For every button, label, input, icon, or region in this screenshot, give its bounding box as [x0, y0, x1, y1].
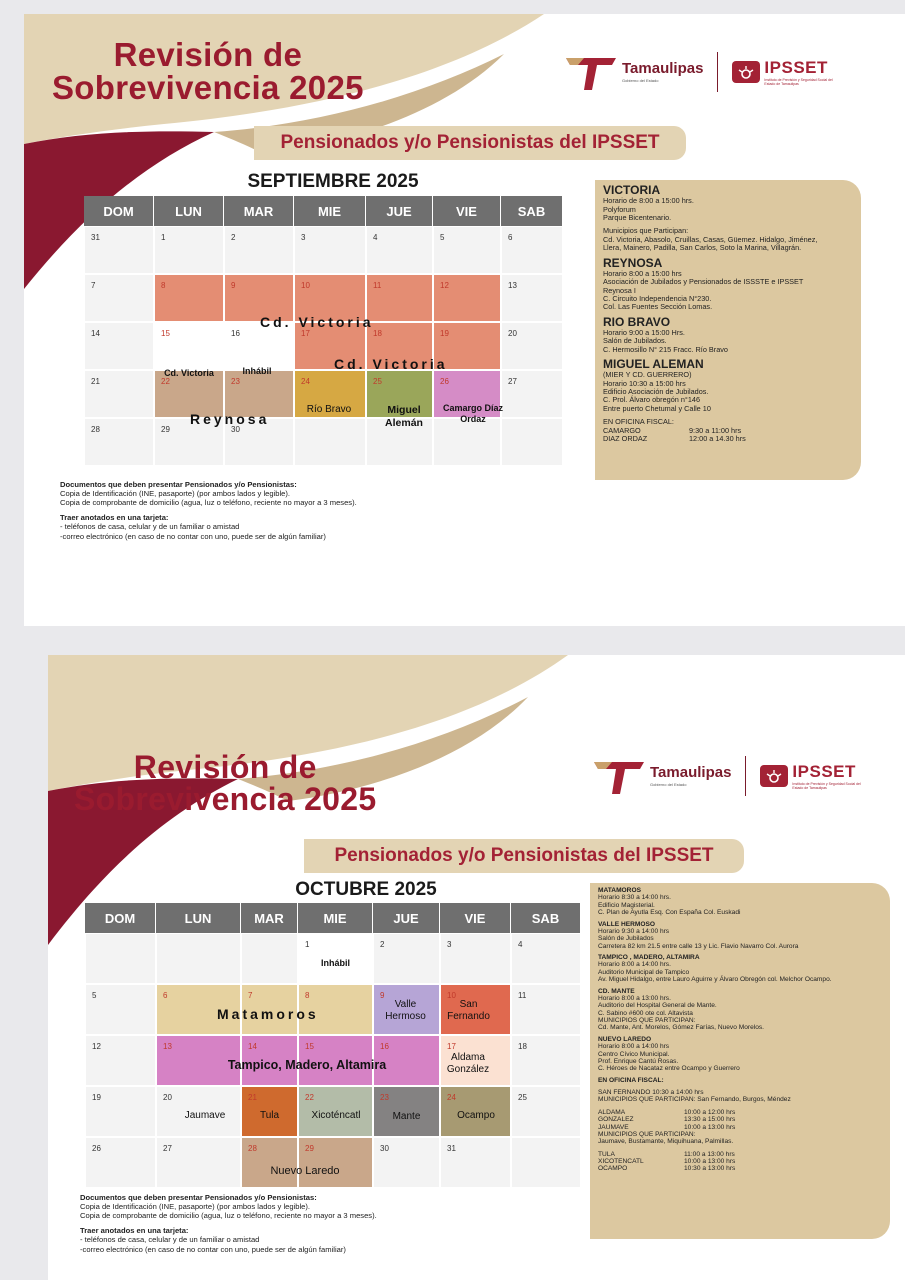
day-header: MAR [224, 196, 294, 226]
event-rio-bravo: Río Bravo [306, 404, 352, 415]
locations-info: VICTORIA Horario de 8:00 a 15:00 hrs. Polyforum Parque Bicentenario. Municipios que Participan: Cd. Victoria, Abasolo, Cruillas, Casas, Güemez. Hidalgo, Jiménez, Llera, Mainero, Padilla, San Carlos, Soto la Marina, Villagrán. REYNOSA Horario 8:00 a 15:00 hrs Asociación de Jubilados y Pensionados de ISSSTE e IPSSET Reynosa I C. Circuito Independencia N°230. Col. Las Fuentes Sección Lomas. RIO BRAVO Horario 9:00 a 15:00 Hrs. Salón de Jubilados. C. Hermosillo N° 215 Fracc. Río Bravo MIGUEL ALEMAN (MIER Y CD. GUERRERO) Horario 10:30 a 15:00 hrs Edificio Asociación de Jubilados. C. Prol. Álvaro obregón n°146 Entre puerto Chetumal y Calle 10 EN OFICINA FISCAL: CAMARGO 9:30 a 11:00 hrs DIAZ ORDAZ 12:00 a 14.30 hrs [595, 180, 861, 480]
calendar-day-cell [85, 933, 156, 984]
event-miguel-aleman: Miguel Alemán [385, 404, 423, 429]
weekday-header [84, 196, 563, 226]
requirements: Documentos que deben presentar Pensionados y/o Pensionistas: Copia de Identificación (INE, pasaporte) (por ambos lados y legible). Copia de comprobante de domicilio (agua, luz o teléfono, reciente no mayor a 3 meses). Traer anotados en una tarjeta: - teléfonos de casa, celular y de un familiar o amistad -correo electrónico (en caso de no contar con uno, puede ser de algún familiar) [60, 480, 357, 541]
calendar-day-cell [366, 274, 433, 322]
event-san-fernando: San Fernando [447, 999, 490, 1022]
weekday-header [85, 903, 581, 933]
day-number: 11 [518, 991, 527, 1000]
calendar-day-cell [85, 1137, 156, 1188]
day-number: 1 [305, 940, 310, 949]
event-camargo-diaz-ordaz: Camargo Díaz Ordaz [442, 403, 504, 424]
calendar-day-cell [241, 933, 298, 984]
day-number: 2 [380, 940, 385, 949]
event-tula: Tula [259, 1110, 280, 1121]
event-inhabil: Inhábil [242, 366, 272, 376]
calendar-day-cell [85, 984, 156, 1035]
day-number: 3 [447, 940, 452, 949]
day-number: 30 [231, 425, 240, 434]
day-number: 1 [161, 233, 166, 242]
calendar-day-cell [298, 1137, 373, 1188]
day-number: 15 [305, 1042, 314, 1051]
calendar-day-cell [511, 933, 581, 984]
tamaulipas-t-icon [564, 52, 618, 92]
day-number: 29 [161, 425, 170, 434]
event-reynosa: Reynosa [190, 411, 270, 427]
page-title: Revisión de Sobrevivencia 2025 [74, 749, 377, 817]
september-page [24, 14, 905, 626]
day-number: 2 [231, 233, 236, 242]
calendar-day-cell [511, 1137, 581, 1188]
calendar-day-cell [154, 274, 224, 322]
day-number: 21 [91, 377, 100, 386]
event-tampico-madero-altamira: Tampico, Madero, Altamira [227, 1058, 387, 1072]
event-xicotencatl: Xicoténcatl [311, 1110, 361, 1121]
day-number: 6 [163, 991, 168, 1000]
calendar-day-cell [433, 418, 501, 466]
day-number: 22 [161, 377, 170, 386]
day-number: 28 [91, 425, 100, 434]
day-number: 25 [373, 377, 382, 386]
october-calendar [85, 903, 581, 1189]
subtitle-bar: Pensionados y/o Pensionistas del IPSSET [304, 839, 744, 873]
calendar-day-cell [373, 933, 440, 984]
day-number: 12 [92, 1042, 101, 1051]
calendar-day-cell [501, 418, 563, 466]
day-header: MAR [241, 903, 298, 933]
day-header: DOM [84, 196, 154, 226]
day-number: 31 [447, 1144, 456, 1153]
day-number: 7 [91, 281, 96, 290]
day-number: 17 [447, 1042, 456, 1051]
event-nuevo-laredo: Nuevo Laredo [270, 1165, 340, 1177]
day-header: JUE [373, 903, 440, 933]
calendar-day-cell [84, 418, 154, 466]
calendar-day-cell [440, 933, 511, 984]
calendar-day-cell [156, 933, 241, 984]
day-header: VIE [433, 196, 501, 226]
calendar-day-cell [501, 370, 563, 418]
calendar-day-cell [511, 1086, 581, 1137]
calendar-day-cell [373, 1137, 440, 1188]
ipsset-logo: IPSSET Instituto de Previsión y Seguridad Social del Estado de Tamaulipas [760, 763, 862, 790]
day-number: 5 [92, 991, 97, 1000]
day-number: 13 [508, 281, 517, 290]
calendar-day-cell [501, 322, 563, 370]
calendar-day-cell [294, 418, 366, 466]
day-number: 16 [231, 329, 240, 338]
day-number: 6 [508, 233, 513, 242]
day-number: 24 [447, 1093, 456, 1102]
requirements: Documentos que deben presentar Pensionados y/o Pensionistas: Copia de Identificación (INE, pasaporte) (por ambos lados y legible). Copia de comprobante de domicilio (agua, luz o teléfono, reciente no mayor a 3 meses). Traer anotados en una tarjeta: - teléfonos de casa, celular y de un familiar o amistad -correo electrónico (en caso de no contar con uno, puede ser de algún familiar) [80, 1193, 377, 1254]
month-title: SEPTIEMBRE 2025 [247, 171, 419, 192]
logo-divider [745, 756, 746, 796]
day-header: LUN [154, 196, 224, 226]
day-number: 22 [305, 1093, 314, 1102]
day-number: 18 [518, 1042, 527, 1051]
day-number: 11 [373, 281, 382, 290]
day-number: 24 [301, 377, 310, 386]
day-number: 14 [91, 329, 100, 338]
calendar-day-cell [511, 1035, 581, 1086]
tamaulipas-logo: Tamaulipas Gobierno del Estado [564, 52, 703, 92]
event-cd-victoria: Cd. Victoria [164, 368, 214, 378]
calendar-day-cell [366, 226, 433, 274]
calendar-day-cell [433, 226, 501, 274]
calendar-day-cell [84, 274, 154, 322]
day-number: 4 [373, 233, 378, 242]
event-matamoros: Matamoros [217, 1006, 319, 1022]
event-valle-hermoso: Valle Hermoso [385, 999, 426, 1022]
calendar-day-cell [501, 274, 563, 322]
calendar-day-cell [156, 1137, 241, 1188]
logos [592, 756, 862, 796]
logo-divider [717, 52, 718, 92]
day-number: 17 [301, 329, 310, 338]
ipsset-emblem-icon [760, 765, 788, 787]
day-number: 31 [91, 233, 100, 242]
day-header: SAB [501, 196, 563, 226]
event-cd-victoria: Cd. Victoria [260, 314, 374, 330]
event-cd-victoria: Cd. Victoria [334, 356, 448, 372]
day-number: 10 [447, 991, 456, 1000]
calendar-day-cell [224, 226, 294, 274]
day-number: 27 [508, 377, 517, 386]
ipsset-emblem-icon [732, 61, 760, 83]
calendar-day-cell [84, 370, 154, 418]
day-number: 5 [440, 233, 445, 242]
event-aldama-gonzalez: Aldama González [446, 1052, 490, 1075]
calendar-day-cell [294, 226, 366, 274]
day-number: 25 [518, 1093, 527, 1102]
day-number: 30 [380, 1144, 389, 1153]
calendar-day-cell [84, 322, 154, 370]
day-number: 8 [305, 991, 310, 1000]
event-mante: Mante [392, 1111, 421, 1122]
calendar-day-cell [501, 226, 563, 274]
event-jaumave: Jaumave [184, 1110, 226, 1121]
calendar-day-cell [85, 1035, 156, 1086]
locations-info: MATAMOROS Horario 8:30 a 14:00 hrs. Edificio Magisterial. C. Plan de Ayutla Esq. Con España Col. Euskadi VALLE HERMOSO Horario 9:30 a 14:00 hrs Salón de Jubilados Carretera 82 km 21.5 entre calle 13 y Lic. Flavio Navarro Col. Aurora TAMPICO , MADERO, ALTAMIRA Horario 8:00 a 14:00 hrs. Auditorio Municipal de Tampico Av. Miguel Hidalgo, entre Lauro Aguirre y Álvaro Obregón col. Melchor Ocampo. CD. MANTE Horario 8:00 a 13:00 hrs. Auditorio del Hospital General de Mante. C. Sabino #600 ote col. Altavista MUNICIPIOS QUE PARTICIPAN: Cd. Mante, Ant. Morelos, Gómez Farías, Nuevo Morelos. NUEVO LAREDO Horario 8:00 a 14:00 hrs Centro Cívico Municipal. Prof. Enrique Cantú Rosas. C. Héroes de Nacataz entre Ocampo y Guerrero EN OFICINA FISCAL: SAN FERNANDO 10:30 a 14:00 hrs MUNICIPIOS QUE PARTICIPAN: San Fernando, Burgos, Méndez ALDAMA 10:00 a 12:00 hrs GONZALEZ 13:30 a 15:00 hrs JAUMAVE 10:00 a 13:00 hrs MUNICIPIOS QUE PARTICIPAN: Jaumave, Bustamante, Miquihuana, Palmillas. TULA 11:00 a 13:00 hrs XICOTENCATL 10:00 a 13:00 hrs OCAMPO 10:30 a 13:00 hrs [590, 883, 890, 1239]
day-header: LUN [156, 903, 241, 933]
september-calendar [84, 196, 563, 472]
day-header: VIE [440, 903, 511, 933]
month-title: OCTUBRE 2025 [295, 879, 437, 900]
calendar-day-cell [85, 1086, 156, 1137]
day-number: 20 [163, 1093, 172, 1102]
day-number: 20 [508, 329, 517, 338]
day-number: 16 [380, 1042, 389, 1051]
day-number: 9 [380, 991, 385, 1000]
subtitle-bar: Pensionados y/o Pensionistas del IPSSET [254, 126, 686, 160]
day-number: 10 [301, 281, 310, 290]
day-header: DOM [85, 903, 156, 933]
event-inhabil: Inhábil [321, 958, 350, 968]
day-number: 23 [231, 377, 240, 386]
day-number: 14 [248, 1042, 257, 1051]
ipsset-logo: IPSSET Instituto de Previsión y Seguridad Social del Estado de Tamaulipas [732, 59, 834, 86]
calendar-day-cell [241, 1137, 298, 1188]
day-number: 8 [161, 281, 166, 290]
day-number: 18 [373, 329, 382, 338]
day-number: 4 [518, 940, 523, 949]
logos [564, 52, 834, 92]
day-number: 29 [305, 1144, 314, 1153]
day-number: 3 [301, 233, 306, 242]
calendar-day-cell [154, 322, 224, 370]
calendar-day-cell [84, 226, 154, 274]
day-number: 7 [248, 991, 253, 1000]
day-header: SAB [511, 903, 581, 933]
day-number: 12 [440, 281, 449, 290]
day-number: 19 [440, 329, 449, 338]
tamaulipas-t-icon [592, 756, 646, 796]
day-header: MIE [298, 903, 373, 933]
day-header: MIE [294, 196, 366, 226]
day-header: JUE [366, 196, 433, 226]
calendar-day-cell [433, 274, 501, 322]
page-title: Revisión de Sobrevivencia 2025 [52, 36, 364, 106]
day-number: 15 [161, 329, 170, 338]
day-number: 19 [92, 1093, 101, 1102]
calendar-day-cell [511, 984, 581, 1035]
calendar-day-cell [440, 1137, 511, 1188]
day-number: 21 [248, 1093, 257, 1102]
day-number: 13 [163, 1042, 172, 1051]
day-number: 9 [231, 281, 236, 290]
calendar-day-cell [154, 226, 224, 274]
october-page [48, 655, 905, 1280]
tamaulipas-logo: Tamaulipas Gobierno del Estado [592, 756, 731, 796]
day-number: 26 [92, 1144, 101, 1153]
day-number: 23 [380, 1093, 389, 1102]
day-number: 28 [248, 1144, 257, 1153]
day-number: 26 [440, 377, 449, 386]
event-ocampo: Ocampo [457, 1110, 495, 1121]
day-number: 27 [163, 1144, 172, 1153]
